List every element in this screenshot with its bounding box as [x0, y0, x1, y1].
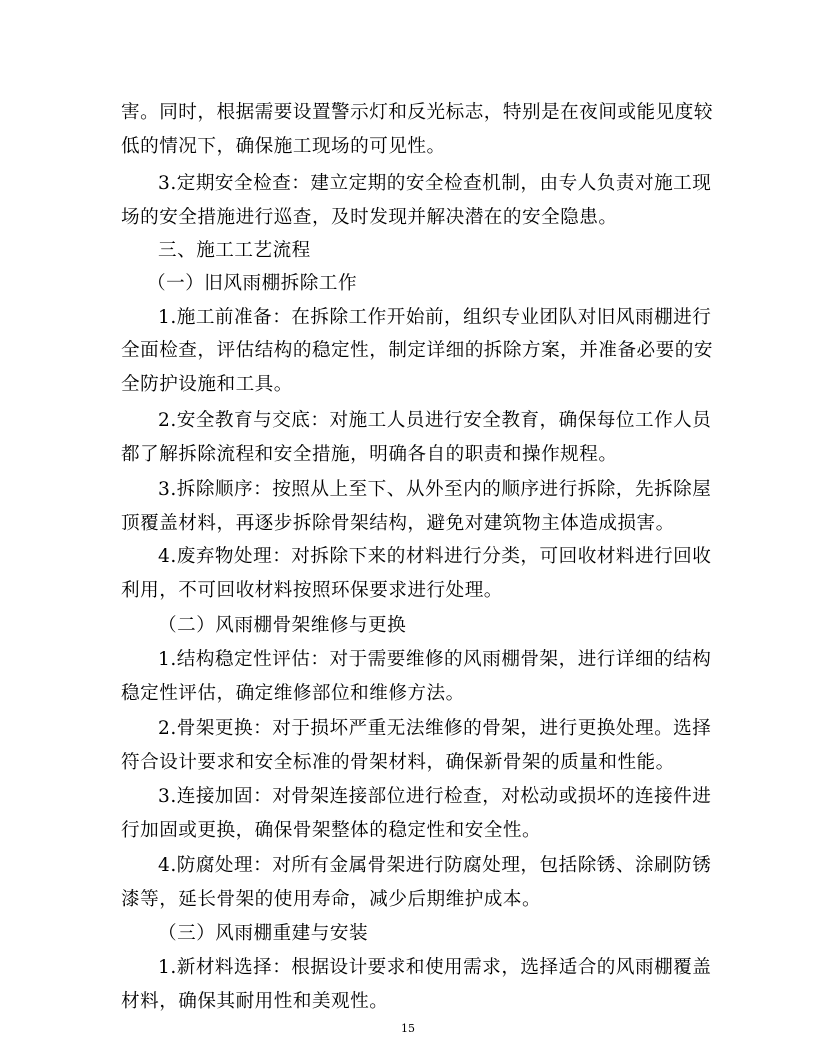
paragraph-line: 害。同时，根据需要设置警示灯和反光标志，特别是在夜间或能见度较 — [121, 102, 713, 123]
paragraph-line: 1.结构稳定性评估：对于需要维修的风雨棚骨架，进行详细的结构 — [158, 649, 712, 670]
paragraph-line: 3.连接加固：对骨架连接部位进行检查，对松动或损坏的连接件进 — [158, 786, 712, 807]
paragraph-line: 2.骨架更换：对于损坏严重无法维修的骨架，进行更换处理。选择 — [158, 718, 712, 739]
paragraph-line: 3.定期安全检查：建立定期的安全检查机制，由专人负责对施工现 — [158, 173, 712, 194]
paragraph-line: 1.新材料选择：根据设计要求和使用需求，选择适合的风雨棚覆盖 — [158, 957, 712, 978]
paragraph-line: 都了解拆除流程和安全措施，明确各自的职责和操作规程。 — [121, 444, 618, 465]
paragraph-line: 场的安全措施进行巡查，及时发现并解决潜在的安全隐患。 — [121, 207, 618, 228]
paragraph-line: 全防护设施和工具。 — [121, 374, 293, 395]
paragraph-line: 漆等，延长骨架的使用寿命，减少后期维护成本。 — [121, 889, 542, 910]
paragraph-line: 4.废弃物处理：对拆除下来的材料进行分类，可回收材料进行回收 — [158, 546, 712, 567]
paragraph-line: 1.施工前准备：在拆除工作开始前，组织专业团队对旧风雨棚进行 — [158, 307, 712, 328]
subsection-heading: （二）风雨棚骨架维修与更换 — [158, 615, 407, 636]
paragraph-line: 顶覆盖材料，再逐步拆除骨架结构，避免对建筑物主体造成损害。 — [121, 513, 675, 534]
paragraph-line: 全面检查，评估结构的稳定性，制定详细的拆除方案，并准备必要的安 — [121, 340, 713, 361]
subsection-heading: （一）旧风雨棚拆除工作 — [147, 273, 358, 294]
paragraph-line: 符合设计要求和安全标准的骨架材料，确保新骨架的质量和性能。 — [121, 752, 675, 773]
subsection-heading: （三）风雨棚重建与安装 — [158, 923, 369, 944]
paragraph-line: 材料，确保其耐用性和美观性。 — [121, 991, 389, 1012]
paragraph-line: 3.拆除顺序：按照从上至下、从外至内的顺序进行拆除，先拆除屋 — [158, 479, 712, 500]
paragraph-line: 2.安全教育与交底：对施工人员进行安全教育，确保每位工作人员 — [158, 410, 712, 431]
paragraph-line: 低的情况下，确保施工现场的可见性。 — [121, 136, 446, 157]
paragraph-line: 利用，不可回收材料按照环保要求进行处理。 — [121, 580, 503, 601]
page-number: 15 — [401, 1022, 415, 1035]
section-heading: 三、施工工艺流程 — [158, 240, 311, 261]
paragraph-line: 稳定性评估，确定维修部位和维修方法。 — [121, 683, 465, 704]
paragraph-line: 4.防腐处理：对所有金属骨架进行防腐处理，包括除锈、涂刷防锈 — [158, 855, 712, 876]
paragraph-line: 行加固或更换，确保骨架整体的稳定性和安全性。 — [121, 820, 542, 841]
